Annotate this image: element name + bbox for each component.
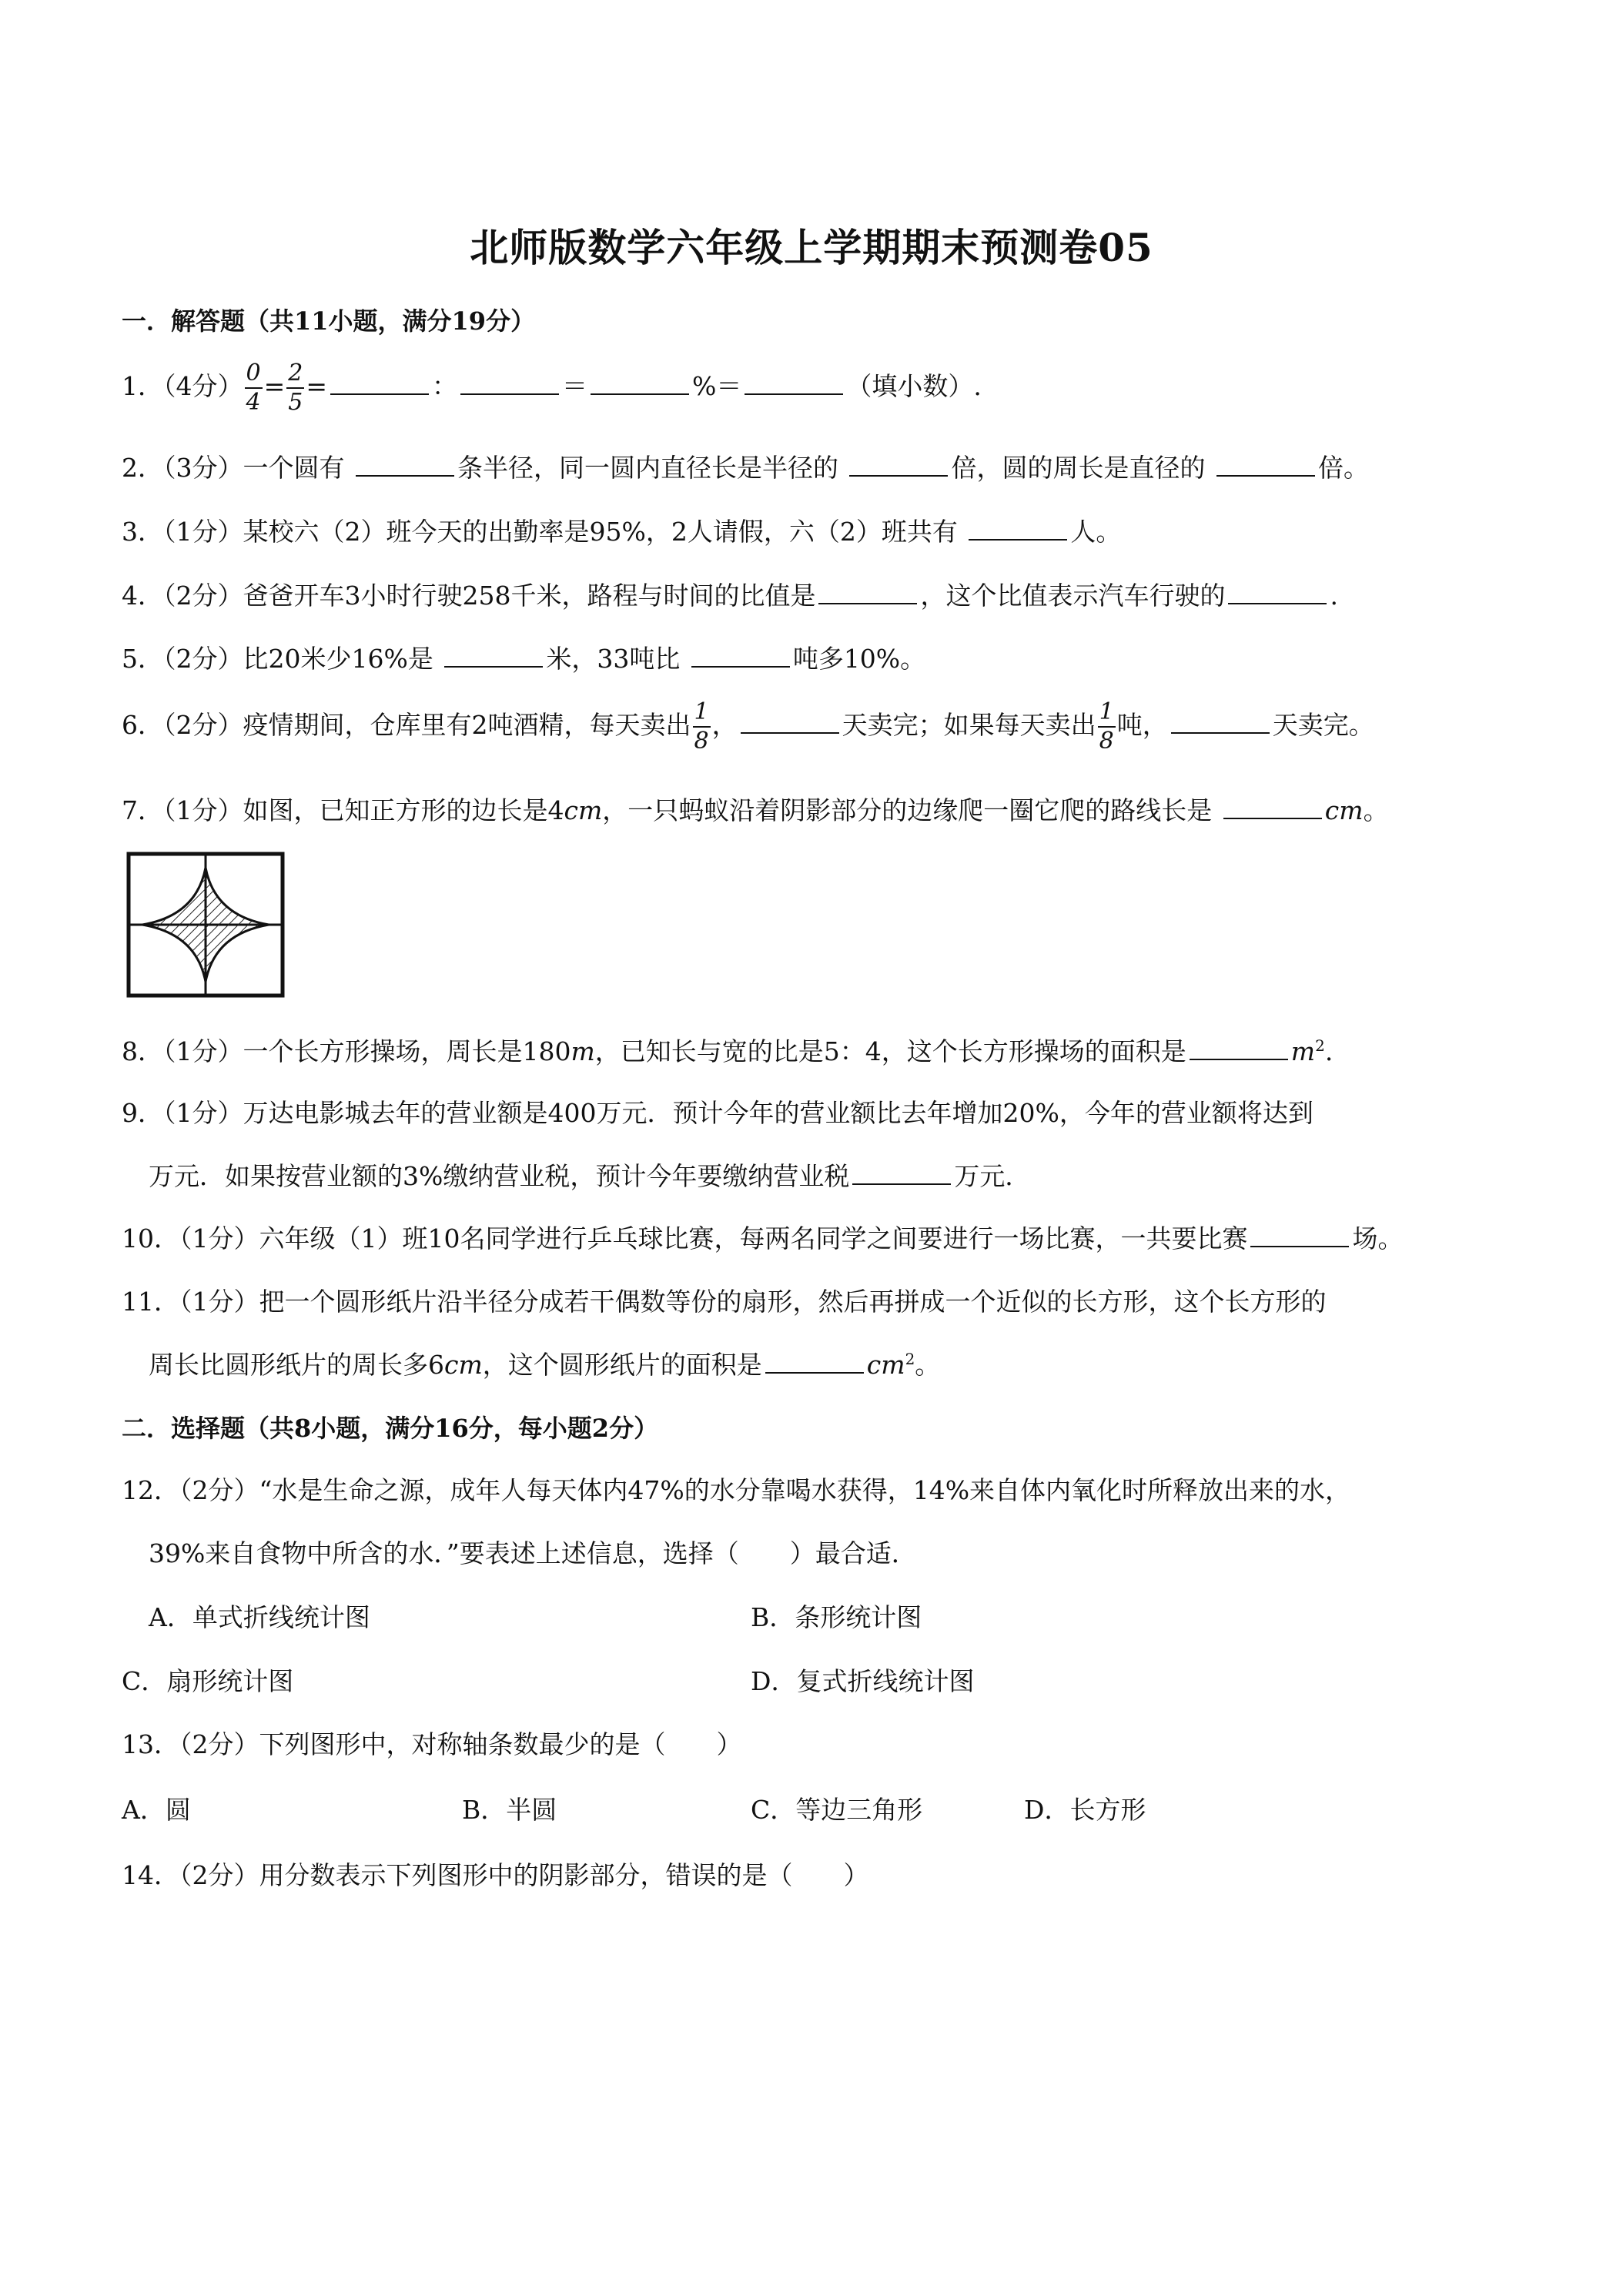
q6-text-b: ， (711, 710, 738, 740)
q4-text-b: ，这个比值表示汽车行驶的 (920, 581, 1226, 611)
q3-text-a: 3．（1分）某校六（2）班今天的出勤率是95%，2人请假，六（2）班共有 (122, 517, 966, 547)
q7-text-a: 7．（1分）如图，已知正方形的边长是4 (122, 795, 564, 825)
q2-text-a: 2．（3分）一个圆有 (122, 453, 353, 483)
question-6 (122, 698, 1374, 755)
question-2 (122, 448, 1369, 484)
answer-blank[interactable] (818, 580, 917, 604)
q11-text-e: 。 (915, 1350, 941, 1380)
q5-text-c: 吨多10%。 (792, 644, 926, 674)
answer-blank[interactable] (460, 370, 559, 395)
q7-text-d: 。 (1363, 795, 1389, 825)
q13-text-a: 13．（2分）下列图形中，对称轴条数最少的是（ ） (122, 1729, 742, 1759)
question-4 (122, 576, 1338, 612)
q12-text-a: 12．（2分）“水是生命之源，成年人每天体内47%的水分靠喝水获得，14%来自体内氧化时所释放出来的水， (122, 1475, 1351, 1505)
answer-blank[interactable] (444, 643, 543, 668)
q9-text-b: 万元．如果按营业额的3%缴纳营业税，预计今年要缴纳营业税 (149, 1161, 850, 1191)
q13-option-c[interactable]: C．等边三角形 (751, 1795, 923, 1825)
q13-option-d[interactable]: D．长方形 (1024, 1795, 1146, 1825)
question-7 (122, 791, 1389, 827)
q12-option-c[interactable]: C．扇形统计图 (122, 1666, 294, 1696)
answer-blank[interactable] (356, 452, 454, 477)
q7-text-b: ，一只蚂蚁沿着阴影部分的边缘爬一圈它爬的路线长是 (602, 795, 1220, 825)
q11-text-c: ，这个圆形纸片的面积是 (482, 1350, 762, 1380)
q1-percent: %＝ (692, 371, 742, 401)
question-8 (122, 1032, 1333, 1068)
unit-m: m (571, 1036, 595, 1066)
question-9-continued (149, 1156, 1030, 1193)
answer-blank[interactable] (741, 709, 839, 734)
q14-text-a: 14．（2分）用分数表示下列图形中的阴影部分，错误的是（ ） (122, 1860, 869, 1890)
answer-blank[interactable] (852, 1160, 951, 1185)
q3-text-b: 人。 (1070, 517, 1122, 547)
section-heading-2: 二．选择题（共8小题，满分16分，每小题2分） (122, 1414, 659, 1443)
q13-option-a[interactable]: A．圆 (122, 1795, 191, 1825)
q1-equals-1: = (263, 371, 286, 401)
fraction-denominator: 5 (288, 389, 303, 416)
question-5 (122, 639, 925, 675)
fraction-denominator: 8 (694, 728, 709, 755)
fraction-0-4 (245, 362, 263, 414)
answer-blank[interactable] (765, 1349, 864, 1374)
q5-text-b: 米，33吨比 (546, 644, 688, 674)
answer-blank[interactable] (1216, 452, 1315, 477)
fraction-numerator: 0 (245, 362, 263, 389)
q4-text-c: . (1330, 581, 1338, 611)
answer-blank[interactable] (969, 516, 1067, 541)
question-11 (122, 1282, 1327, 1318)
question-11-continued (149, 1345, 940, 1381)
fraction-2-5 (286, 362, 304, 414)
q11-text-b: 周长比圆形纸片的周长多6 (149, 1350, 444, 1380)
fraction-denominator: 4 (246, 389, 261, 416)
q10-text-a: 10．（1分）六年级（1）班10名同学进行乒乓球比赛，每两名同学之间要进行一场比赛，一共要比赛 (122, 1223, 1248, 1253)
fraction-numerator: 2 (286, 362, 304, 389)
q1-prefix: 1．（4分） (122, 371, 243, 401)
answer-blank[interactable] (691, 643, 790, 668)
q12-option-a[interactable]: A．单式折线统计图 (149, 1602, 370, 1632)
q13-option-b[interactable]: B．半圆 (462, 1795, 557, 1825)
question-10 (122, 1219, 1403, 1255)
square-shaded-figure (125, 851, 287, 1001)
exponent: 2 (1315, 1036, 1325, 1055)
unit-cm: cm (444, 1350, 483, 1380)
q4-text-a: 4．（2分）爸爸开车3小时行驶258千米，路程与时间的比值是 (122, 581, 816, 611)
q1-colon: ： (432, 371, 457, 401)
q9-text-c: 万元． (954, 1161, 1031, 1191)
fraction-numerator: 1 (693, 701, 711, 728)
question-14 (122, 1856, 869, 1892)
unit-cm: cm (1324, 795, 1364, 825)
answer-blank[interactable] (745, 370, 843, 395)
q6-text-c: 天卖完；如果每天卖出 (842, 710, 1096, 740)
q11-text-a: 11．（1分）把一个圆形纸片沿半径分成若干偶数等份的扇形，然后再拼成一个近似的长方形，这个长方形的 (122, 1287, 1327, 1317)
q12-option-b[interactable]: B．条形统计图 (751, 1602, 922, 1632)
q6-text-e: 天卖完。 (1272, 710, 1374, 740)
answer-blank[interactable] (1171, 709, 1270, 734)
unit-m: m (1290, 1036, 1316, 1066)
q2-text-c: 倍，圆的周长是直径的 (951, 453, 1213, 483)
answer-blank[interactable] (591, 370, 689, 395)
q2-text-d: 倍。 (1317, 453, 1369, 483)
question-13 (122, 1725, 742, 1761)
q5-text-a: 5．（2分）比20米少16%是 (122, 644, 442, 674)
answer-blank[interactable] (330, 370, 429, 395)
q1-equals-3: ＝ (562, 371, 587, 401)
question-9 (122, 1093, 1313, 1130)
question-3 (122, 512, 1121, 548)
q12-option-d[interactable]: D．复式折线统计图 (751, 1666, 975, 1696)
answer-blank[interactable] (1223, 795, 1322, 819)
exponent: 2 (905, 1350, 915, 1368)
q8-text-b: ，已知长与宽的比是5：4，这个长方形操场的面积是 (594, 1036, 1186, 1066)
q12-text-b: 39%来自食物中所含的水．”要表述上述信息，选择（ ）最合适． (149, 1538, 917, 1568)
answer-blank[interactable] (1190, 1036, 1288, 1060)
fraction-1-8 (1098, 698, 1116, 755)
answer-blank[interactable] (849, 452, 948, 477)
q2-text-b: 条半径，同一圆内直径长是半径的 (457, 453, 847, 483)
q6-text-a: 6．（2分）疫情期间，仓库里有2吨酒精，每天卖出 (122, 710, 691, 740)
page-title: 北师版数学六年级上学期期末预测卷05 (470, 225, 1153, 270)
unit-cm: cm (564, 795, 603, 825)
fraction-1-8 (693, 698, 711, 755)
q1-equals-2: = (306, 371, 327, 401)
q10-text-b: 场。 (1352, 1223, 1404, 1253)
answer-blank[interactable] (1250, 1223, 1349, 1247)
section-heading-1: 一．解答题（共11小题，满分19分） (122, 306, 536, 336)
q1-note: （填小数）. (846, 371, 982, 401)
question-12 (122, 1471, 1350, 1507)
q9-text-a: 9．（1分）万达电影城去年的营业额是400万元．预计今年的营业额比去年增加20%，今年的营业额将达到 (122, 1098, 1313, 1128)
fraction-denominator: 8 (1099, 728, 1114, 755)
fraction-numerator: 1 (1098, 701, 1116, 728)
answer-blank[interactable] (1228, 580, 1327, 604)
q8-text-a: 8．（1分）一个长方形操场，周长是180 (122, 1036, 571, 1066)
unit-cm: cm (866, 1350, 905, 1380)
q6-text-d: 吨， (1116, 710, 1168, 740)
q8-text-d: . (1324, 1036, 1334, 1066)
question-12-continued (149, 1534, 917, 1570)
question-1 (122, 362, 982, 414)
